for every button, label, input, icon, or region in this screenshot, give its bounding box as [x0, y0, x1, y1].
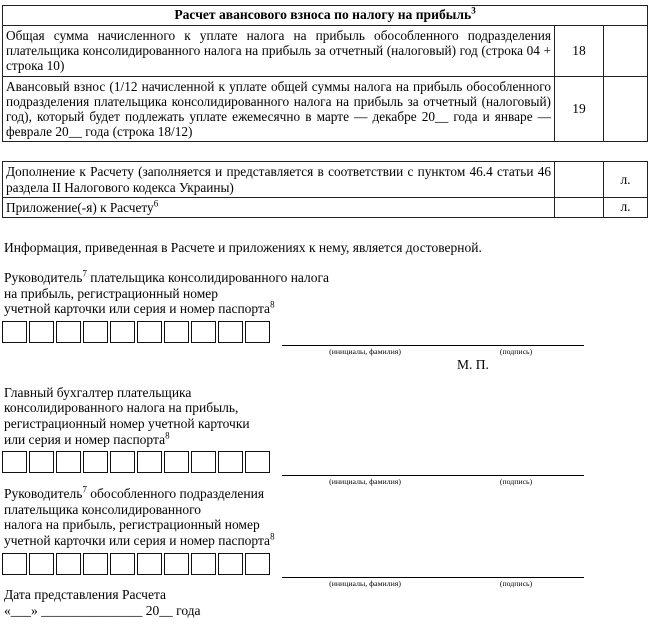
signer-title — [2, 270, 649, 317]
appendix-value-cell[interactable] — [555, 197, 604, 217]
signer-title-line: учетной карточки или серия и номер паспорта$^8$ — [4, 531, 275, 548]
advance-payment-table — [2, 5, 648, 142]
digit-cell[interactable] — [2, 451, 27, 473]
table-title — [3, 6, 648, 26]
signer-title-line: Руководитель$^7$ плательщика консолидированного налога — [4, 268, 330, 286]
signature-label: (подпись) — [499, 477, 533, 487]
row-19-value-cell[interactable] — [604, 76, 648, 142]
digit-cell[interactable] — [83, 451, 108, 473]
row-18-value-cell[interactable] — [604, 26, 648, 77]
signature-label: (подпись) — [499, 578, 533, 588]
row-18-code: 18 — [555, 26, 604, 77]
row-19-code: 19 — [555, 76, 604, 142]
digit-cell[interactable] — [191, 321, 216, 343]
digit-cell[interactable] — [83, 321, 108, 343]
digit-cell[interactable] — [2, 553, 27, 575]
signer-title-line: Главный бухгалтер плательщика — [4, 384, 192, 400]
signature-area — [282, 560, 584, 588]
supplement-row — [3, 162, 648, 197]
digit-cell[interactable] — [218, 451, 243, 473]
digit-cell[interactable] — [164, 321, 189, 343]
initials-label: (инициалы, фамилия) — [329, 346, 401, 356]
signer-title-line: плательщика консолидированного — [4, 501, 202, 517]
signer-entry-row — [2, 553, 649, 588]
digit-cell[interactable] — [56, 553, 81, 575]
signer-title-line: на прибыль, регистрационный номер — [4, 285, 218, 301]
digit-cell[interactable] — [56, 451, 81, 473]
digit-cell[interactable] — [245, 321, 270, 343]
signature-labels — [282, 578, 584, 588]
digit-cell[interactable] — [2, 321, 27, 343]
footnote-marker: 8 — [270, 299, 275, 310]
digit-cell[interactable] — [110, 321, 135, 343]
registration-number-cells — [2, 553, 272, 575]
digit-cell[interactable] — [245, 451, 270, 473]
footnote-marker: 8 — [270, 531, 275, 542]
digit-cell[interactable] — [110, 553, 135, 575]
supplement-label-text: Дополнение к Расчету (заполняется и представляется в соответствии с пунктом 46.4 статьи 46 раздела II Налогового кодекса Украины) — [6, 164, 551, 195]
digit-cell[interactable] — [218, 321, 243, 343]
digit-cell[interactable] — [137, 321, 162, 343]
digit-cell[interactable] — [191, 553, 216, 575]
signature-line[interactable] — [282, 328, 584, 346]
signer-entry-row — [2, 321, 649, 356]
signer-title-line: учетной карточки или серия и номер паспорта$^8$ — [4, 299, 275, 317]
attachments-table — [2, 161, 648, 218]
initials-label: (инициалы, фамилия) — [329, 578, 401, 588]
footnote-marker: 7 — [82, 484, 87, 495]
appendix-pages-unit: л. — [604, 197, 648, 217]
signer-title-line: налога на прибыль, регистрационный номер — [4, 517, 260, 533]
digit-cell[interactable] — [164, 451, 189, 473]
table-title-text: Расчет авансового взноса по налогу на прибыль — [174, 7, 472, 22]
table-title-row — [3, 6, 648, 26]
signature-line[interactable] — [282, 458, 584, 476]
row-19-label: Авансовый взнос (1/12 начисленной к уплате общей суммы налога на прибыль обособленного подразделения плательщика консолидированного налога на прибыль за отчетный (налоговый) год), который будет подлежать уплате ежемесячно в марте — декабре 20__ года и январе — феврале 20__ года (строка 18/12) — [3, 76, 555, 142]
signer-title-line: или серия и номер паспорта$^8$ — [4, 430, 170, 447]
signer-title-line: регистрационный номер учетной карточки — [4, 416, 250, 431]
signature-area — [282, 458, 584, 486]
signer-block-chief-accountant — [2, 384, 649, 487]
footnote-marker: 7 — [82, 268, 87, 279]
signature-labels — [282, 346, 584, 356]
appendix-label-text: Приложение(-я) к Расчету — [6, 199, 154, 215]
supplement-label — [3, 162, 555, 197]
appendix-row — [3, 197, 648, 217]
footnote-marker: 8 — [165, 430, 170, 441]
signature-line[interactable] — [282, 560, 584, 578]
appendix-footnote-marker: 6 — [153, 198, 159, 209]
submission-date-block — [2, 587, 649, 620]
digit-cell[interactable] — [29, 451, 54, 473]
digit-cell[interactable] — [137, 553, 162, 575]
appendix-label — [3, 197, 555, 217]
digit-cell[interactable] — [29, 553, 54, 575]
initials-label: (инициалы, фамилия) — [329, 477, 401, 487]
title-footnote-marker: 3 — [471, 5, 476, 16]
submission-date-blank-line[interactable]: «___» _______________ 20__ года — [4, 603, 201, 619]
digit-cell[interactable] — [110, 451, 135, 473]
signer-title — [2, 486, 649, 548]
supplement-pages-unit: л. — [604, 162, 648, 197]
submission-date-label: Дата представления Расчета — [4, 586, 167, 602]
signer-entry-row — [2, 451, 649, 487]
digit-cell[interactable] — [245, 553, 270, 575]
signature-labels — [282, 476, 584, 486]
digit-cell[interactable] — [137, 451, 162, 473]
stamp-row — [2, 357, 649, 373]
row-18-label: Общая сумма начисленного к уплате налога на прибыль обособленного подразделения плательщика консолидированного налога на прибыль за отчетный (налоговый) год (строка 04 + строка 10) — [3, 26, 555, 77]
signer-block-head-of-consolidated-payer — [2, 270, 649, 373]
digit-cell[interactable] — [164, 553, 189, 575]
signer-title — [2, 385, 649, 447]
digit-cell[interactable] — [191, 451, 216, 473]
digit-cell[interactable] — [83, 553, 108, 575]
supplement-value-cell[interactable] — [555, 162, 604, 197]
table-row-18 — [3, 26, 648, 77]
digit-cell[interactable] — [56, 321, 81, 343]
signature-label: (подпись) — [499, 346, 533, 356]
registration-number-cells — [2, 321, 272, 343]
digit-cell[interactable] — [29, 321, 54, 343]
registration-number-cells — [2, 451, 272, 473]
signer-title-line: консолидированного налога на прибыль, — [4, 400, 239, 416]
table-row-19 — [3, 76, 648, 142]
signature-area — [282, 328, 584, 356]
stamp-place-label: М. П. — [457, 356, 489, 372]
signer-title-line: Руководитель$^7$ обособленного подразделения — [4, 484, 265, 502]
digit-cell[interactable] — [218, 553, 243, 575]
truthfulness-statement: Информация, приведенная в Расчете и приложениях к нему, является достоверной. — [4, 240, 482, 256]
signer-block-head-of-separate-subdivision — [2, 484, 649, 588]
